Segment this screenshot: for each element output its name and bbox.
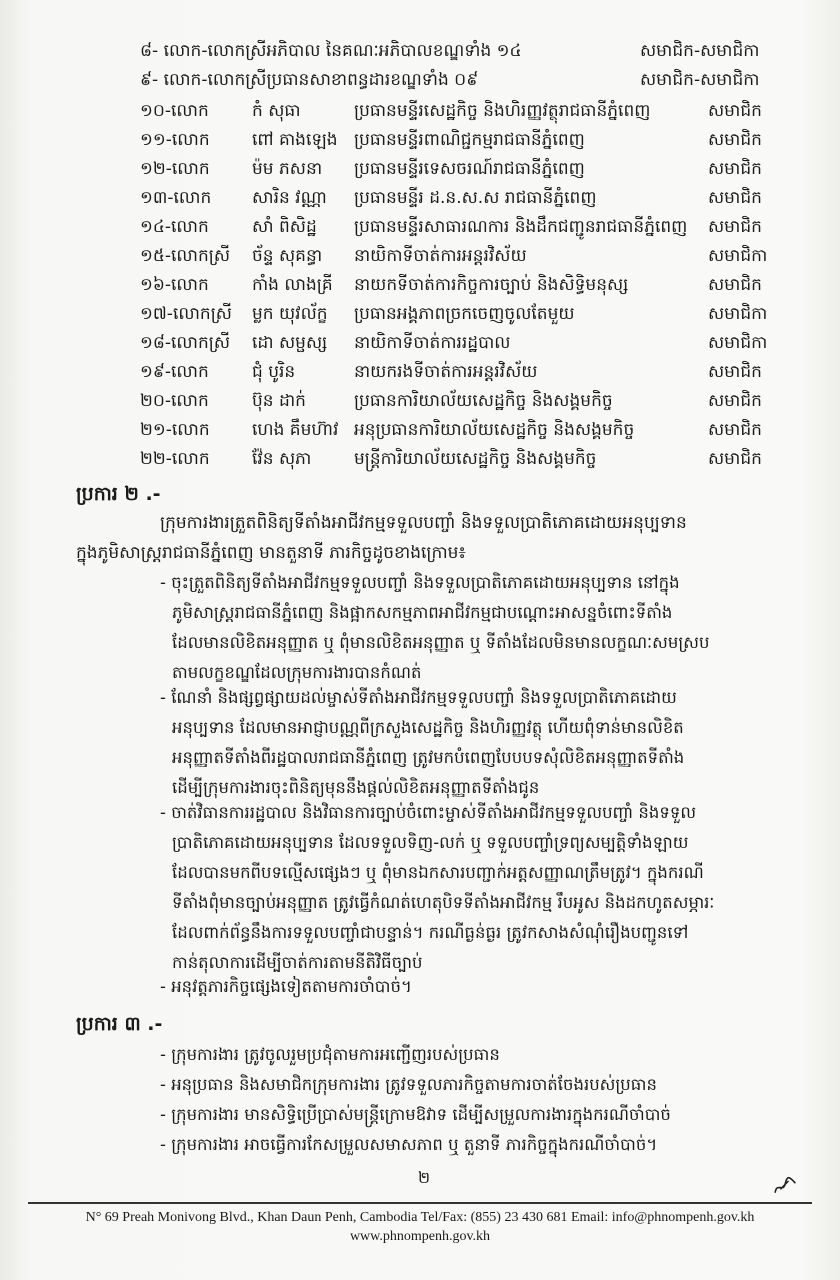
member-name: ដោ សម្ផស្ស [252, 333, 328, 353]
bullet-line: ភូមិសាស្ត្ររាជធានីភ្នំពេញ និងផ្អាកសកម្មភាពអាជីវកម្មជាបណ្តោះអាសន្នចំពោះទីតាំង [172, 603, 673, 622]
bullet-line: - ក្រុមការងារ ត្រូវចូលរួមប្រជុំតាមការអញ្ជើញរបស់ប្រធាន [160, 1045, 500, 1064]
member-name: ម្លក យុវល័ក្ខ [252, 304, 328, 324]
bullet-line: - ចាត់វិធានការរដ្ឋបាល និងវិធានការច្បាប់ចំពោះម្ចាស់ទីតាំងអាជីវកម្មទទួលបញ្ចាំ និងទទួល [160, 803, 697, 822]
member-position: ប្រធានអង្គភាពច្រកចេញចូលតែមួយ [354, 304, 575, 324]
member-row [140, 390, 790, 418]
member-number: ១១-លោក [140, 130, 210, 150]
member-row [140, 448, 790, 476]
member-name: កំ សុធា [252, 101, 301, 121]
member-role: សមាជិក-សមាជិកា [640, 41, 760, 61]
article-2-heading: ប្រការ ២ .- [76, 483, 161, 505]
member-role: សមាជិក [708, 275, 762, 295]
member-position: នាយកទីចាត់ការកិច្ចការច្បាប់ និងសិទ្ធិមនុស្ស [354, 275, 629, 295]
member-name: វ៉ែន សុភា [252, 449, 312, 469]
member-role: សមាជិក [708, 420, 762, 440]
bullet-line: ប្រាតិភោគដោយអនុប្បទាន ដែលទទួលទិញ-លក់ ឬ ទទួលបញ្ចាំទ្រព្យសម្បត្តិទាំងឡាយ [172, 833, 689, 852]
member-position: ប្រធានមន្ទីរសេដ្ឋកិច្ច និងហិរញ្ញវត្ថុរាជធានីភ្នំពេញ [354, 101, 651, 121]
member-name: ច័ន្ទ សុគន្ធា [252, 246, 323, 266]
member-role: សមាជិកា [708, 304, 768, 324]
article-2-bullet-1 [160, 568, 780, 688]
bullet-line: អនុញ្ញាតទីតាំងពីរដ្ឋបាលរាជធានីភ្នំពេញ ត្រូវមកបំពេញបែបបទសុំលិខិតអនុញ្ញាតទីតាំង [172, 748, 685, 767]
member-role: សមាជិក [708, 449, 762, 469]
member-number: ១៦-លោក [140, 275, 209, 295]
member-number: ១៨-លោកស្រី [140, 333, 231, 353]
bullet-line: កាន់តុលាការដើម្បីចាត់ការតាមនីតិវិធីច្បាប់ [172, 953, 423, 972]
member-row [140, 187, 790, 215]
bullet-line: - ចុះត្រួតពិនិត្យទីតាំងអាជីវកម្មទទួលបញ្ចាំ និងទទួលប្រាតិភោគដោយអនុប្បទាន នៅក្នុង [160, 573, 680, 592]
member-role: សមាជិកា [708, 333, 768, 353]
member-number: ១៧-លោកស្រី [140, 304, 232, 324]
page-number: ២ [418, 1168, 431, 1187]
bullet-line: ដើម្បីក្រុមការងារចុះពិនិត្យមុននឹងផ្តល់លិខិតអនុញ្ញាតទីតាំងជូន [172, 778, 540, 797]
member-role: សមាជិក [708, 159, 762, 179]
member-position: ប្រធានការិយាល័យសេដ្ឋកិច្ច និងសង្គមកិច្ច [354, 391, 613, 411]
member-row [140, 274, 790, 302]
member-row [140, 245, 790, 273]
member-name: ប៊ុន ដាក់ [252, 391, 306, 411]
article-2-intro-line-2: ក្នុងភូមិសាស្ត្ររាជធានីភ្នំពេញ មានតួនាទី ភារកិច្ចដូចខាងក្រោម៖ [76, 543, 466, 563]
footer-address: N° 69 Preah Monivong Blvd., Khan Daun Penh, Cambodia Tel/Fax: (855) 23 430 681 Email: info@phnompenh.gov.kh [85, 1210, 755, 1225]
member-name: ម៉ម ភសនា [252, 159, 323, 179]
member-number: ២១-លោក [140, 420, 210, 440]
member-name: ពៅ គាងឡេង [252, 130, 338, 150]
bullet-line: ទីតាំងពុំមានច្បាប់អនុញ្ញាត ត្រូវធ្វើកំណត់ហេតុបិទទីតាំងអាជីវកម្ម រឹបអូស និងដកហូតសម្ភារៈ [172, 893, 715, 912]
bullet-line: ដែលពាក់ព័ន្ធនឹងការទទួលបញ្ចាំជាបន្ទាន់។ ករណីធ្ងន់ធ្ងរ ត្រូវកសាងសំណុំរឿងបញ្ជូនទៅ [172, 923, 689, 942]
member-role: សមាជិក [708, 130, 762, 150]
footer-website: www.phnompenh.gov.kh [349, 1229, 491, 1244]
member-number: ១០-លោក [140, 101, 209, 121]
member-number: ១៤-លោក [140, 217, 209, 237]
member-name: សារិន វណ្ណា [252, 188, 327, 208]
member-position: អនុប្រធានការិយាល័យសេដ្ឋកិច្ច និងសង្គមកិច្ច [354, 420, 635, 440]
article-2-intro-line-1: ក្រុមការងារត្រួតពិនិត្យទីតាំងអាជីវកម្មទទួលបញ្ចាំ និងទទួលប្រាតិភោគដោយអនុប្បទាន [160, 513, 687, 533]
bullet-line: ដែលមានលិខិតអនុញ្ញាត ឬ ពុំមានលិខិតអនុញ្ញាត ឬ ទីតាំងដែលមិនមានលក្ខណៈសមស្រប [172, 633, 710, 652]
member-row [140, 129, 790, 157]
member-position: ប្រធានមន្ទីរ ដ.ន.ស.ស រាជធានីភ្នំពេញ [354, 188, 597, 208]
member-number: ២២-លោក [140, 449, 210, 469]
footer-divider [28, 1202, 812, 1204]
bullet-line: - អនុវត្តភារកិច្ចផ្សេងទៀតតាមការចាំបាច់។ [160, 977, 412, 996]
member-number: ១៩-លោក [140, 362, 209, 382]
member-role: សមាជិក [708, 391, 762, 411]
article-2-bullet-2 [160, 683, 780, 803]
member-role: សមាជិក [708, 217, 762, 237]
bullet-line: - អនុប្រធាន និងសមាជិកក្រុមការងារ ត្រូវទទួលភារកិច្ចតាមការចាត់ចែងរបស់ប្រធាន [160, 1075, 657, 1094]
member-row-8 [140, 40, 780, 65]
member-position: នាយករងទីចាត់ការអន្តរវិស័យ [354, 362, 538, 382]
member-row-text: ៩- លោក-លោកស្រីប្រធានសាខាពន្ធដារខណ្ឌទាំង ០៩ [140, 70, 479, 90]
member-position: ប្រធានមន្ទីរសាធារណការ និងដឹកជញ្ជូនរាជធានីភ្នំពេញ [354, 217, 688, 237]
member-row [140, 361, 790, 389]
member-position: ប្រធានមន្ទីរទេសចរណ៍រាជធានីភ្នំពេញ [354, 159, 585, 179]
signature-icon [769, 1172, 800, 1202]
member-number: ២០-លោក [140, 391, 209, 411]
article-3-bullets [160, 1040, 780, 1160]
member-position: នាយិកាទីចាត់ការរដ្ឋបាល [354, 333, 511, 353]
bullet-line: - ក្រុមការងារ អាចធ្វើការកែសម្រួលសមាសភាព ឬ តួនាទី ភារកិច្ចក្នុងករណីចាំបាច់។ [160, 1135, 658, 1154]
member-row [140, 100, 790, 128]
member-position: មន្ត្រីការិយាល័យសេដ្ឋកិច្ច និងសង្គមកិច្ច [354, 449, 597, 469]
member-name: ហេង គឹមហ៊ាវ [252, 420, 339, 440]
member-row [140, 419, 790, 447]
bullet-line: - ក្រុមការងារ មានសិទ្ធិប្រើប្រាស់មន្ត្រីក្រោមឱវាទ ដើម្បីសម្រួលការងារក្នុងករណីចាំបាច់ [160, 1105, 671, 1124]
member-role: សមាជិក [708, 101, 762, 121]
member-name: កាំង លាងគ្រី [252, 275, 333, 295]
member-row [140, 158, 790, 186]
member-row [140, 332, 790, 360]
member-number: ១៣-លោក [140, 188, 212, 208]
member-role: សមាជិក-សមាជិកា [640, 70, 760, 90]
member-number: ១២-លោក [140, 159, 210, 179]
member-position: នាយិកាទីចាត់ការអន្តរវិស័យ [354, 246, 527, 266]
article-2-bullet-3 [160, 798, 780, 978]
article-3-heading: ប្រការ ៣ .- [76, 1013, 163, 1035]
member-row-9 [140, 69, 780, 94]
member-row [140, 303, 790, 331]
member-row-text: ៨- លោក-លោកស្រីអភិបាល នៃគណៈអភិបាលខណ្ឌទាំង ១៤ [140, 41, 522, 61]
article-2-bullet-4 [160, 972, 780, 1002]
bullet-line: ដែលបានមកពីបទល្មើសផ្សេងៗ ឬ ពុំមានឯកសារបញ្ជាក់អត្តសញ្ញាណត្រឹមត្រូវ។ ក្នុងករណី [172, 863, 704, 882]
bullet-line: តាមលក្ខខណ្ឌដែលក្រុមការងារបានកំណត់ [172, 663, 422, 682]
member-role: សមាជិក [708, 188, 762, 208]
member-number: ១៥-លោកស្រី [140, 246, 231, 266]
member-position: ប្រធានមន្ទីរពាណិជ្ជកម្មរាជធានីភ្នំពេញ [354, 130, 585, 150]
member-row [140, 216, 790, 244]
member-role: សមាជិកា [708, 246, 768, 266]
bullet-line: អនុប្បទាន ដែលមានអាជ្ញាបណ្ណពីក្រសួងសេដ្ឋកិច្ច និងហិរញ្ញវត្ថុ ហើយពុំទាន់មានលិខិត [172, 718, 684, 737]
member-name: សាំ ពិសិដ្ឋ [252, 217, 317, 237]
member-name: ជុំ បូរិន [252, 362, 296, 382]
bullet-line: - ណែនាំ និងផ្សព្វផ្សាយដល់ម្ចាស់ទីតាំងអាជីវកម្មទទួលបញ្ចាំ និងទទួលប្រាតិភោគដោយ [160, 688, 677, 707]
member-role: សមាជិក [708, 362, 762, 382]
